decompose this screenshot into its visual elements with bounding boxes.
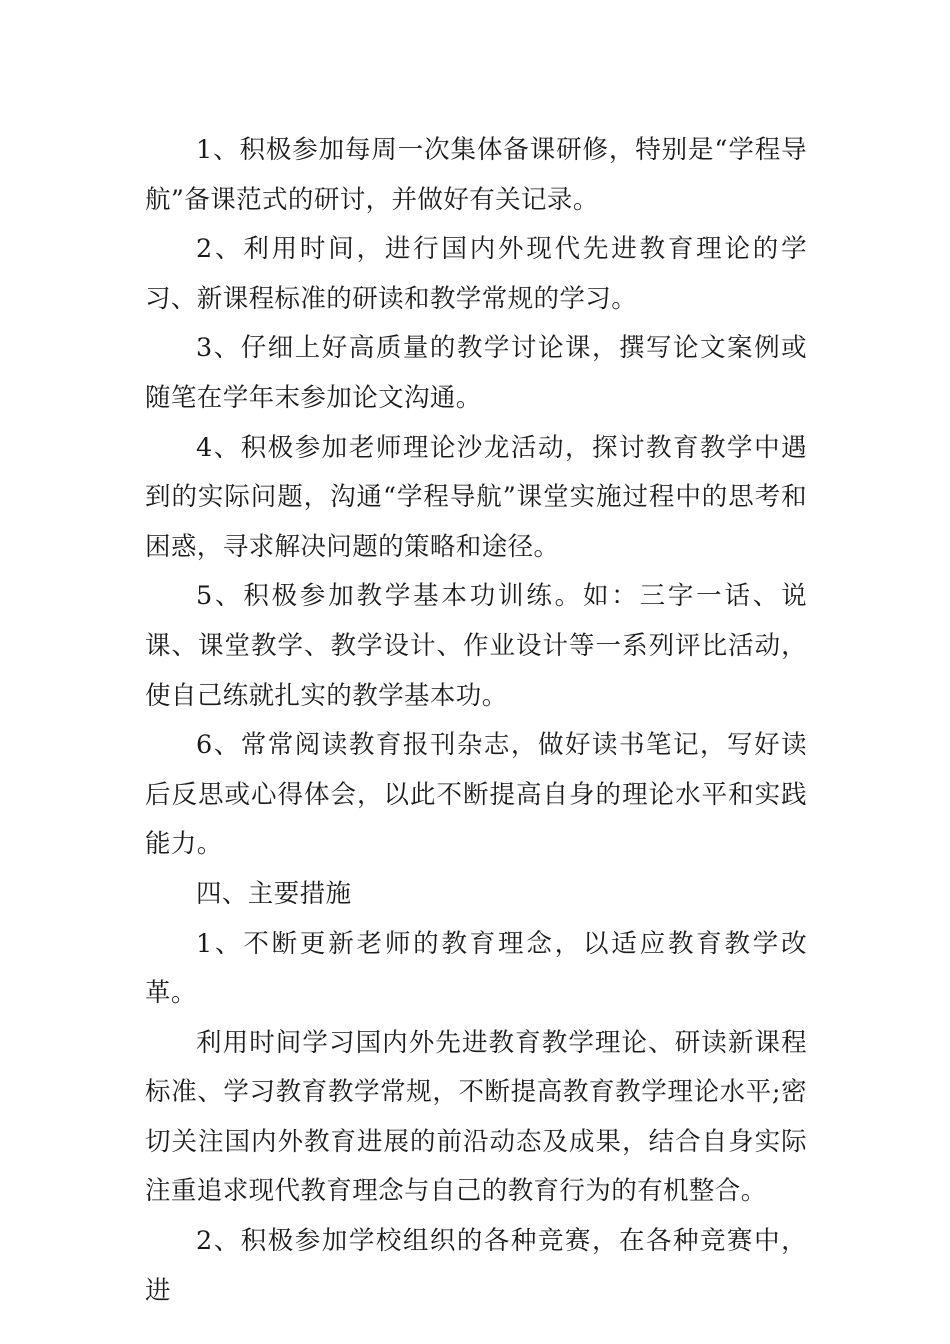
paragraph-1: 1、积极参加每周一次集体备课研修，特别是“学程导航”备课范式的研讨，并做好有关记录。: [145, 135, 807, 215]
paragraph-6: 6、常常阅读教育报刊杂志，做好读书笔记，写好读后反思或心得体会，以此不断提高自身的理论水平和实践能力。: [145, 730, 807, 860]
paragraph-8: 利用时间学习国内外先进教育教学理论、研读新课程标准、学习教育教学常规，不断提高教育教学理论水平;密切关注国内外教育进展的前沿动态及成果，结合自身实际注重追求现代教育理念与自己的教育行为的有机整合。: [145, 1027, 807, 1207]
paragraph-2: 2、利用时间，进行国内外现代先进教育理论的学习、新课程标准的研读和教学常规的学习。: [145, 234, 807, 314]
document-body: [145, 126, 807, 1316]
section-heading: 四、主要措施: [196, 878, 352, 909]
paragraph-4: 4、积极参加老师理论沙龙活动，探讨教育教学中遇到的实际问题，沟通“学程导航”课堂实施过程中的思考和困惑，寻求解决问题的策略和途径。: [145, 432, 807, 562]
paragraph-3: 3、仔细上好高质量的教学讨论课，撰写论文案例或随笔在学年末参加论文沟通。: [145, 333, 807, 413]
paragraph-9: 2、积极参加学校组织的各种竞赛，在各种竞赛中，进: [145, 1226, 807, 1306]
paragraph-5: 5、积极参加教学基本功训练。如：三字一话、说课、课堂教学、教学设计、作业设计等一系列评比活动，使自己练就扎实的教学基本功。: [145, 581, 807, 711]
paragraph-7: 1、不断更新老师的教育理念，以适应教育教学改革。: [145, 928, 807, 1009]
